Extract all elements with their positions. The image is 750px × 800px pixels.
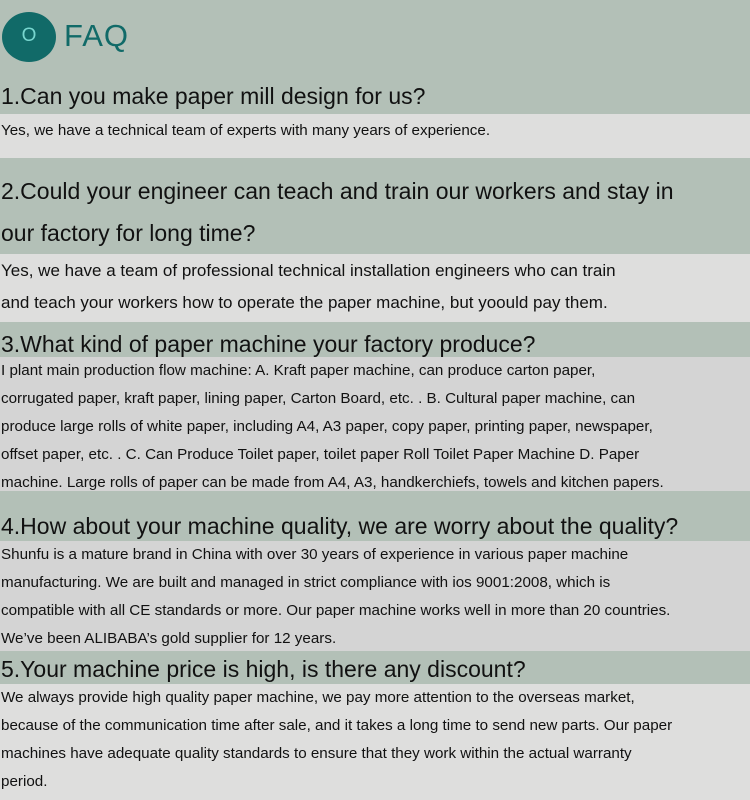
answer-line: compatible with all CE standards or more. Our paper machine works well in more than 20 countries. [1,602,671,619]
answer-line: manufacturing. We are built and managed in strict compliance with ios 9001:2008, which is [1,574,611,591]
answer-line: corrugated paper, kraft paper, lining paper, Carton Board, etc. . B. Cultural paper machine, can [1,390,636,407]
faq-answer-5 [0,684,750,800]
faq-question-1 [0,78,750,114]
faq-circle-icon [2,12,56,62]
faq-answer-3 [0,357,750,491]
answer-line: We’ve been ALIBABA’s gold supplier for 12 years. [1,630,337,647]
answer-line: period. [1,773,48,790]
faq-question-5 [0,656,750,684]
question-line: 2.Could your engineer can teach and train our workers and stay in [1,178,674,204]
answer-line: machines have adequate quality standards to ensure that they work within the actual warranty [1,745,632,762]
faq-title: FAQ [64,18,130,53]
answer-line: I plant main production flow machine: A. Kraft paper machine, can produce carton paper, [1,362,596,379]
question-line: 1.Can you make paper mill design for us? [1,83,426,109]
faq-circle-glyph: O [21,25,37,46]
faq-header [0,0,750,78]
question-line: 4.How about your machine quality, we are worry about the quality? [1,513,679,539]
faq-answer-2 [0,254,750,322]
answer-line: Yes, we have a team of professional technical installation engineers who can train [1,261,616,280]
question-line: 5.Your machine price is high, is there any discount? [1,656,526,682]
answer-line: Shunfu is a mature brand in China with over 30 years of experience in various paper machine [1,546,629,563]
answer-line: We always provide high quality paper machine, we pay more attention to the overseas market, [1,689,635,706]
answer-line: Yes, we have a technical team of experts with many years of experience. [1,122,491,139]
faq-answer-1 [0,114,750,158]
answer-line: and teach your workers how to operate the paper machine, but yoould pay them. [1,293,608,312]
question-line: 3.What kind of paper machine your factory produce? [1,331,536,357]
answer-line: offset paper, etc. . C. Can Produce Toilet paper, toilet paper Roll Toilet Paper Machine D. Paper [1,446,640,463]
faq-answer-4 [0,541,750,651]
answer-line: because of the communication time after sale, and it takes a long time to send new parts. Our paper [1,717,673,734]
faq-question-4 [0,506,750,546]
answer-line: machine. Large rolls of paper can be made from A4, A3, handkerchiefs, towels and kitchen papers. [1,474,664,491]
faq-question-3 [0,322,750,362]
faq-question-2 [0,170,750,254]
answer-line: produce large rolls of white paper, including A4, A3 paper, copy paper, printing paper, newspaper, [1,418,653,435]
question-line: our factory for long time? [1,220,256,246]
